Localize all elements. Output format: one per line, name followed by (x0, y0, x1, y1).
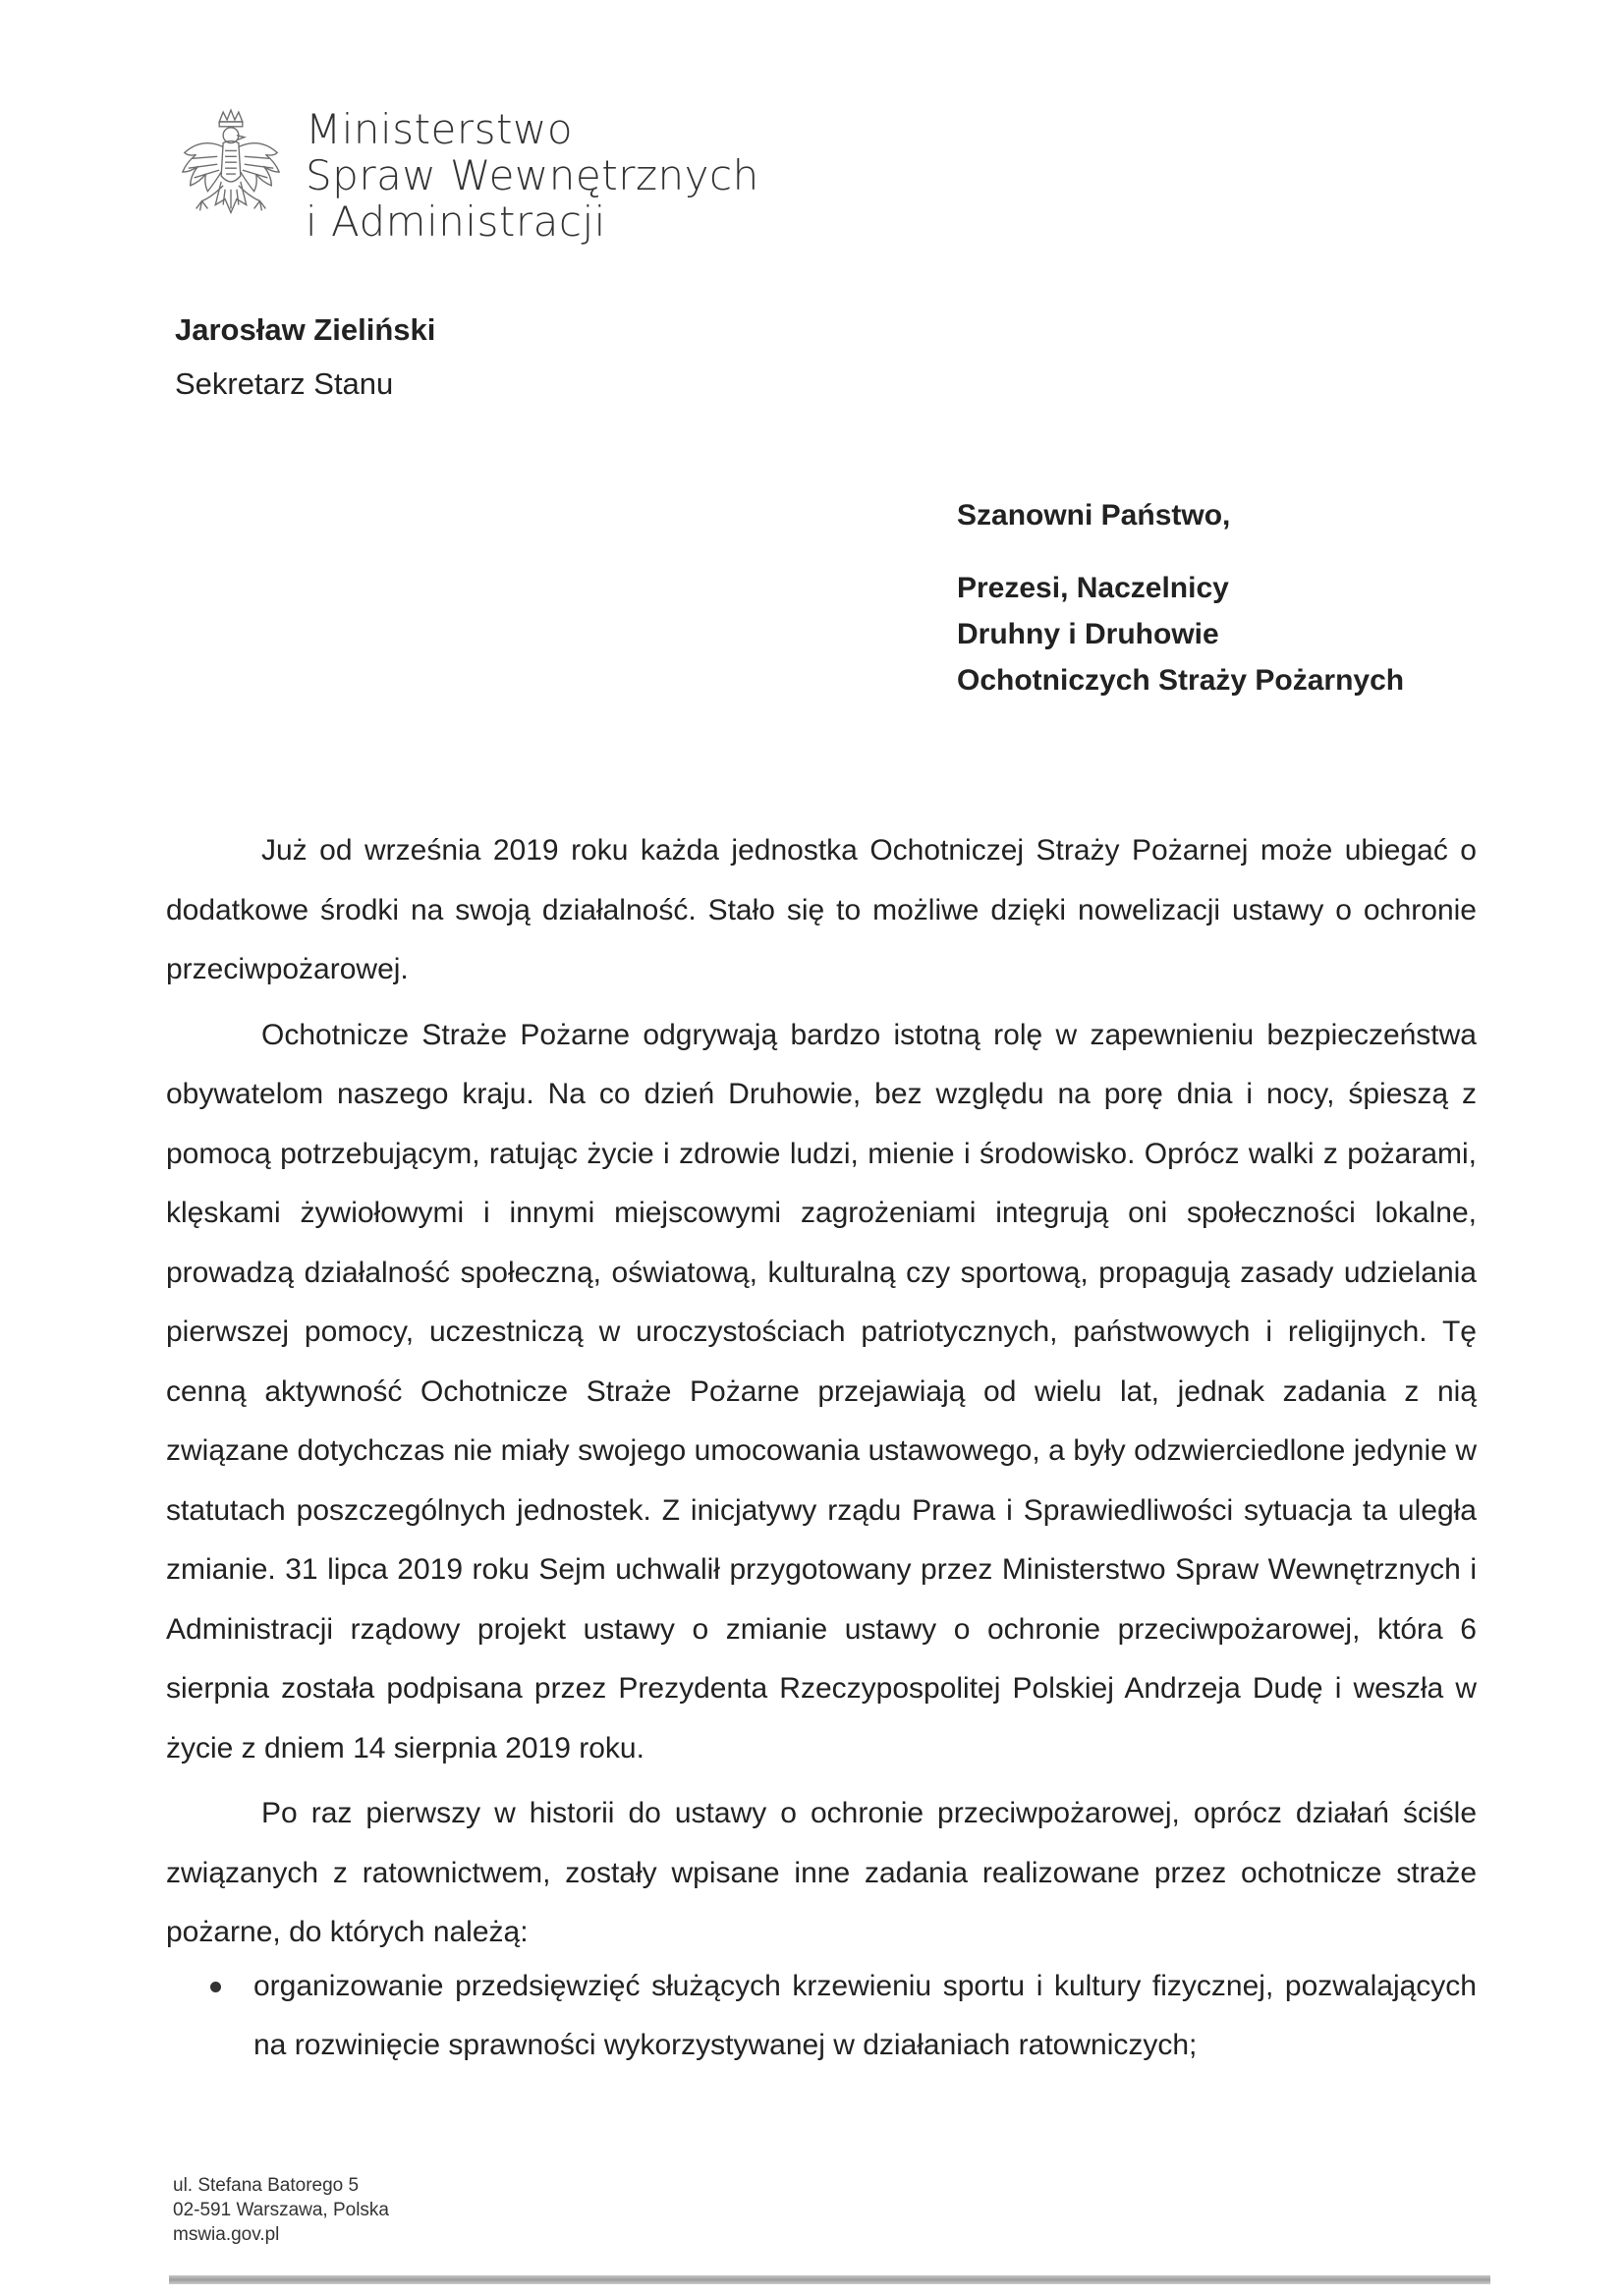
body-paragraph-2: Ochotnicze Straże Pożarne odgrywają bardzo istotną rolę w zapewnieniu bezpieczeństwa obywatelom naszego kraju. Na co dzień Druhowie, bez względu na porę dnia i nocy, śpieszą z pomocą potrzebującym, ratując życie i zdrowie ludzi, mienie i środowisko. Oprócz walki z pożarami, klęskami żywiołowymi i innymi miejscowymi zagrożeniami integrują oni społeczności lokalne, prowadzą działalność społeczną, oświatową, kulturalną czy sportową, propagują zasady udzielania pierwszej pomocy, uczestniczą w uroczystościach patriotycznych, państwowych i religijnych. Tę cenną aktywność Ochotnicze Straże Pożarne przejawiają od wielu lat, jednak zadania z nią związane dotychczas nie miały swojego umocowania ustawowego, a były odzwierciedlone jedynie w statutach poszczególnych jednostek. Z inicjatywy rządu Prawa i Sprawiedliwości sytuacja ta uległa zmianie. 31 lipca 2019 roku Sejm uchwalił przygotowany przez Ministerstwo Spraw Wewnętrznych i Administracji rządowy projekt ustawy o zmianie ustawy o ochronie przeciwpożarowej, która 6 sierpnia została podpisana przez Prezydenta Rzeczypospolitej Polskiej Andrzeja Dudę i weszła w życie z dniem 14 sierpnia 2019 roku. (166, 1018, 1477, 1764)
bullet-icon (210, 1982, 221, 1992)
salutation: Szanowni Państwo, (957, 499, 1231, 532)
sender-role: Sekretarz Stanu (175, 366, 394, 401)
ministry-line-3: i Administracji (306, 197, 606, 246)
addressee-line-2: Druhny i Druhowie (957, 618, 1219, 650)
footer-street: ul. Stefana Batorego 5 (173, 2175, 360, 2196)
polish-eagle-emblem-icon (173, 108, 289, 244)
addressee-line-1: Prezesi, Naczelnicy (957, 572, 1229, 604)
ministry-line-1: Ministerstwo (306, 105, 574, 153)
addressee-line-3: Ochotniczych Straży Pożarnych (957, 664, 1405, 697)
footer-city: 02-591 Warszawa, Polska (173, 2200, 390, 2220)
ministry-line-2: Spraw Wewnętrznych (306, 151, 759, 199)
task-list-item (204, 1957, 1477, 2075)
addressee-block (957, 565, 1404, 703)
task-list-item-text: organizowanie przedsięwzięć służących krzewieniu sportu i kultury fizycznej, pozwalających na rozwinięcie sprawności wykorzystywanej w działaniach ratowniczych; (253, 1970, 1477, 2061)
body-paragraph-3: Po raz pierwszy w historii do ustawy o ochronie przeciwpożarowej, oprócz działań ściśle związanych z ratownictwem, zostały wpisane inne zadania realizowane przez ochotnicze straże pożarne, do których należą: (166, 1797, 1477, 1948)
task-list (204, 1957, 1477, 2075)
footer-website: mswia.gov.pl (173, 2224, 280, 2245)
footer-address (173, 2173, 389, 2247)
ministry-name (306, 106, 759, 245)
letter-body (166, 821, 1477, 1963)
sender-name: Jarosław Zieliński (175, 312, 436, 347)
body-paragraph-1: Już od września 2019 roku każda jednostka Ochotniczej Straży Pożarnej może ubiegać o dodatkowe środki na swoją działalność. Stało się to możliwe dzięki nowelizacji ustawy o ochronie przeciwpożarowej. (166, 834, 1477, 985)
scan-edge-divider (169, 2275, 1490, 2284)
